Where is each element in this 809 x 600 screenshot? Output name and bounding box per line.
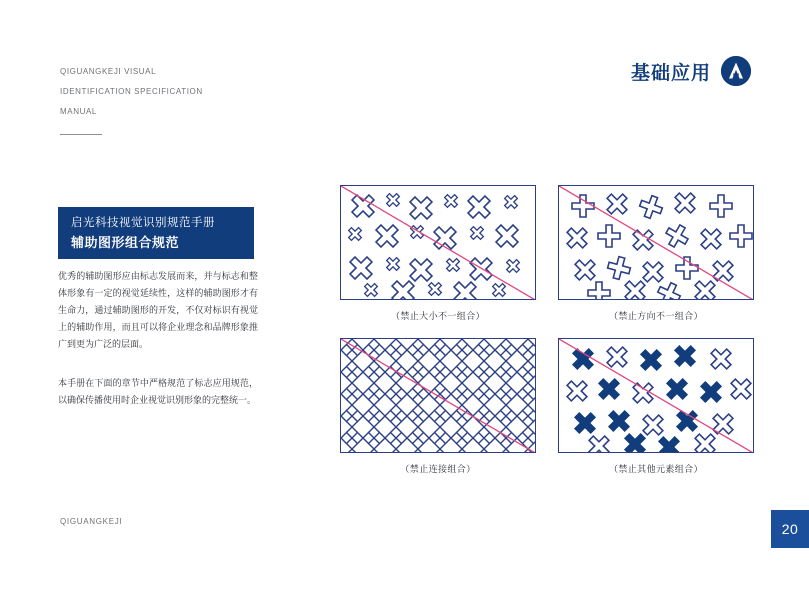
panel-caption: （禁止其他元素组合） <box>608 464 703 474</box>
panel-frame <box>558 185 754 300</box>
panel-row-bottom <box>340 338 755 475</box>
header-line-2: IDENTIFICATION SPECIFICATION <box>60 87 203 96</box>
circle-a-logo-icon <box>721 56 751 86</box>
panel-caption: （禁止方向不一组合） <box>608 311 703 321</box>
panel-filled-solid-crosses <box>558 338 754 475</box>
panel-row-top <box>340 185 755 322</box>
header-line-3: MANUAL <box>60 107 97 116</box>
panel-frame <box>558 338 754 453</box>
body-paragraph-2: 本手册在下面的章节中严格规范了标志应用规范，以确保传播使用时企业视觉识别形象的完整统一。 <box>58 378 258 405</box>
pattern-panel-grid <box>340 185 755 475</box>
panel-caption: （禁止大小不一组合） <box>390 311 485 321</box>
sidebar-title-line2: 辅助图形组合规范 <box>71 235 180 250</box>
header-divider-rule <box>60 134 102 135</box>
footer-brand: QIGUANGKEJI <box>60 517 123 526</box>
panel-connected-lattice <box>340 338 536 475</box>
section-title: 基础应用 <box>630 62 711 84</box>
panel-frame <box>340 338 536 453</box>
panel-frame <box>340 185 536 300</box>
panel-caption: （禁止连接组合） <box>400 464 476 474</box>
header-section-title-group <box>631 56 751 86</box>
body-paragraph-1: 优秀的辅助图形应由标志发展而来，并与标志和整体形象有一定的视觉延续性，这样的辅助图形才有生命力，通过辅助图形的开发，不仅对标识有视觉上的辅助作用，而且可以将企业理念和品牌形象推广到更为广泛的层面。 <box>58 271 258 349</box>
sidebar-body-copy <box>58 268 258 409</box>
panel-rotated-crosses <box>558 185 754 322</box>
page-number-badge: 20 <box>771 510 809 548</box>
sidebar-title-line1: 启光科技视觉识别规范手册 <box>71 217 215 229</box>
header-line-1: QIGUANGKEJI VISUAL <box>60 67 157 76</box>
header-brand-lines <box>60 62 300 122</box>
panel-mixed-size-crosses <box>340 185 536 322</box>
sidebar-title-box <box>58 207 254 259</box>
